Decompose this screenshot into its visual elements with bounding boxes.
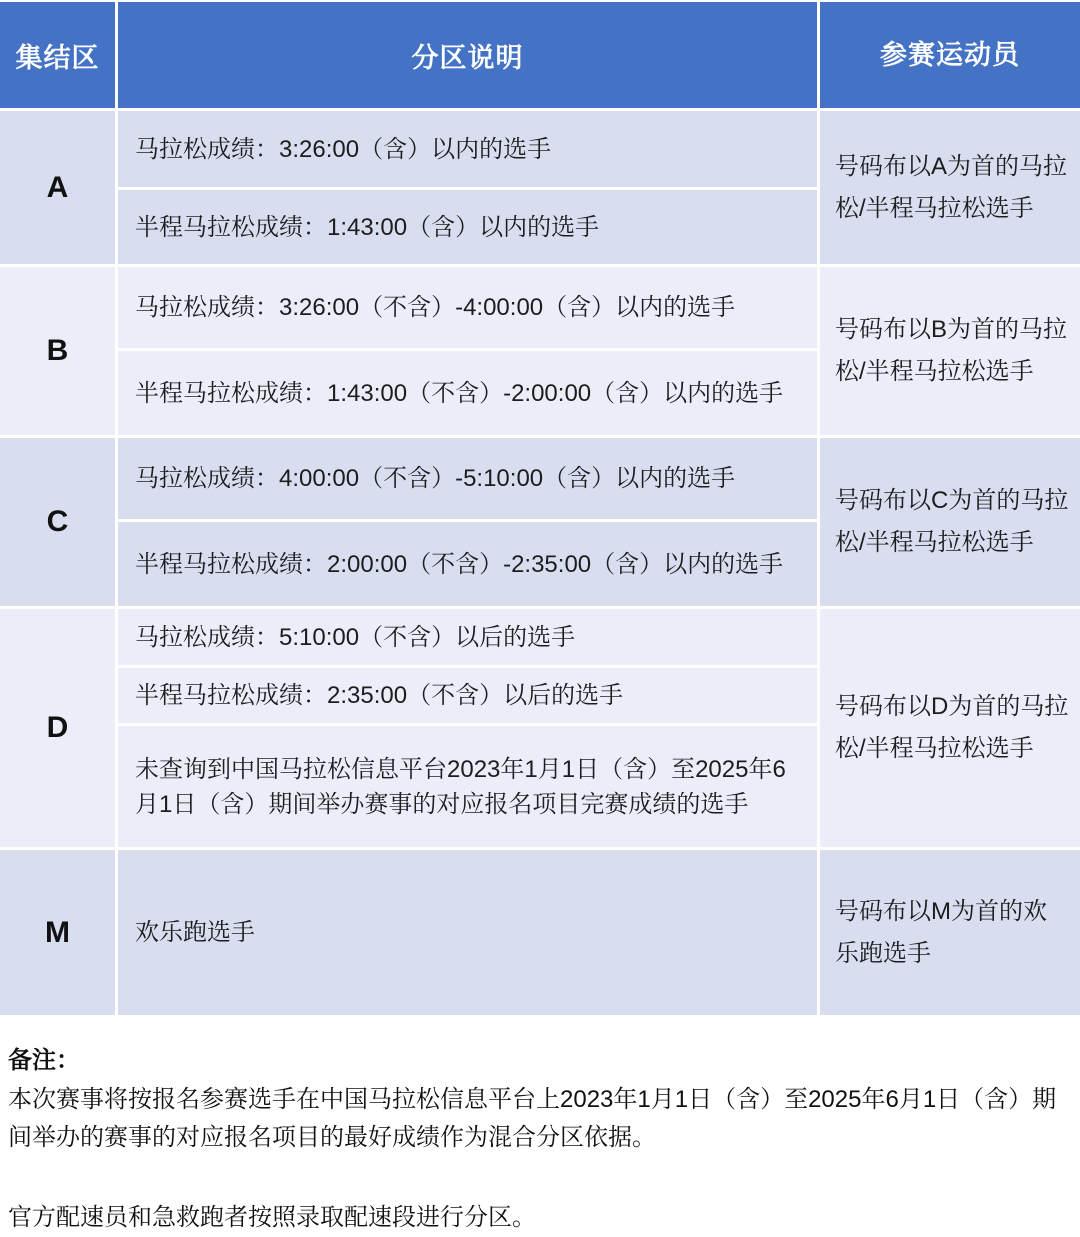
zone-a-descriptions	[118, 111, 820, 264]
table-row-zone-b	[0, 267, 1080, 438]
header-participating-athletes: 参赛运动员	[880, 40, 1020, 70]
table-row-zone-c	[0, 438, 1080, 609]
table-row-zone-a	[0, 111, 1080, 267]
zone-d-no-record-criteria: 未查询到中国马拉松信息平台2023年1月1日（含）至2025年6月1日（含）期间举办赛事的对应报名项目完赛成绩的选手	[135, 755, 786, 818]
zone-c-descriptions	[118, 438, 820, 606]
zone-d-athletes: 号码布以D为首的马拉松/半程马拉松选手	[820, 609, 1080, 847]
table-header-row	[0, 2, 1080, 111]
page	[0, 2, 1080, 1231]
zone-c-half-marathon-criteria: 半程马拉松成绩：2:00:00（不含）-2:35:00（含）以内的选手	[135, 550, 784, 578]
footnotes	[8, 1041, 1068, 1237]
footnote-seeding-basis: 本次赛事将按报名参赛选手在中国马拉松信息平台上2023年1月1日（含）至2025年6月1日（含）期间举办的赛事的对应报名项目的最好成绩作为混合分区依据。	[8, 1086, 1057, 1151]
zone-letter-m: M	[0, 850, 118, 1015]
footnote-label: 备注：	[8, 1047, 80, 1074]
zone-m-fun-run-criteria: 欢乐跑选手	[135, 919, 255, 946]
zone-m-athletes: 号码布以M为首的欢乐跑选手	[820, 850, 1080, 1015]
zone-b-marathon-criteria: 马拉松成绩：3:26:00（不含）-4:00:00（含）以内的选手	[118, 267, 817, 351]
zone-a-half-marathon-criteria: 半程马拉松成绩：1:43:00（含）以内的选手	[135, 213, 600, 241]
zone-d-marathon-criteria: 马拉松成绩：5:10:00（不含）以后的选手	[118, 609, 817, 668]
header-assembly-zone: 集结区	[0, 2, 118, 108]
zone-b-descriptions	[118, 267, 820, 435]
footnote-pacers: 官方配速员和急救跑者按照录取配速段进行分区。	[8, 1204, 536, 1231]
zone-a-athletes: 号码布以A为首的马拉松/半程马拉松选手	[820, 111, 1080, 264]
zone-m-descriptions	[118, 850, 820, 1015]
zone-c-athletes: 号码布以C为首的马拉松/半程马拉松选手	[820, 438, 1080, 606]
zone-b-half-marathon-criteria: 半程马拉松成绩：1:43:00（不含）-2:00:00（含）以内的选手	[135, 379, 784, 407]
zone-a-marathon-criteria: 马拉松成绩：3:26:00（含）以内的选手	[118, 111, 817, 190]
zone-b-athletes: 号码布以B为首的马拉松/半程马拉松选手	[820, 267, 1080, 435]
zone-letter-b: B	[0, 267, 118, 435]
zone-d-half-marathon-criteria: 半程马拉松成绩：2:35:00（不含）以后的选手	[118, 668, 817, 726]
table-row-zone-d	[0, 609, 1080, 850]
header-zone-description: 分区说明	[118, 2, 820, 108]
zone-d-descriptions	[118, 609, 820, 847]
zone-letter-c: C	[0, 438, 118, 606]
zone-c-marathon-criteria: 马拉松成绩：4:00:00（不含）-5:10:00（含）以内的选手	[118, 438, 817, 522]
zone-letter-a: A	[0, 111, 118, 264]
zone-letter-d: D	[0, 609, 118, 847]
zone-assignment-table	[0, 2, 1080, 1015]
table-row-zone-m	[0, 850, 1080, 1015]
